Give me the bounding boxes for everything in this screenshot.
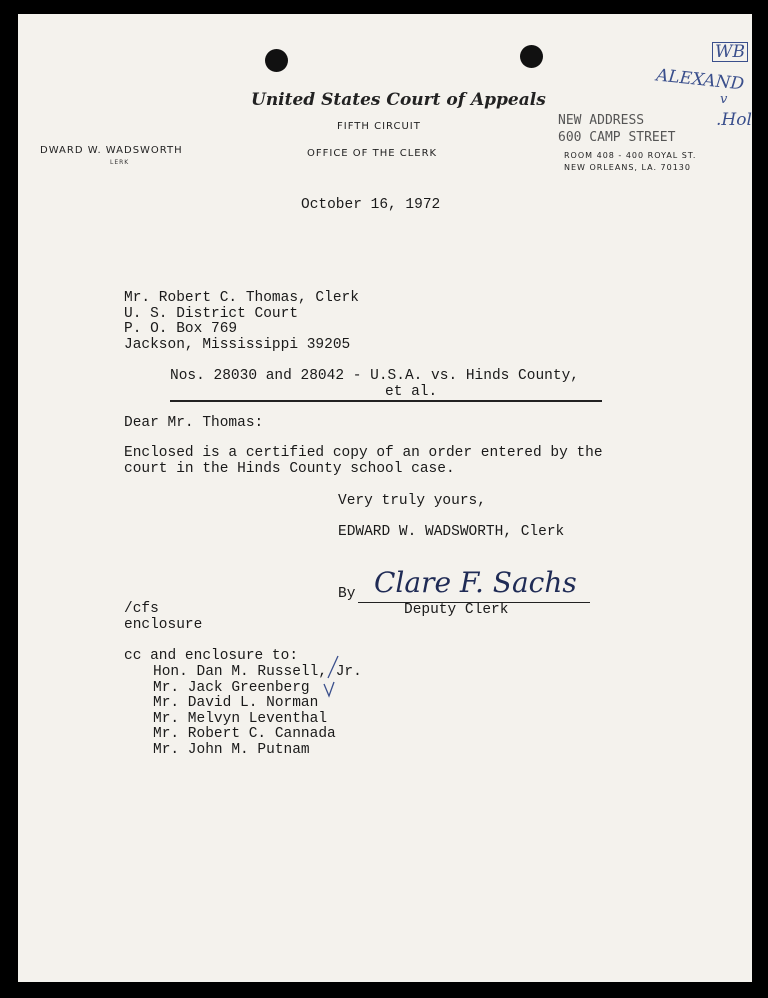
recipient-line: Mr. Robert C. Thomas, Clerk <box>124 290 359 306</box>
punch-hole-left <box>265 49 288 72</box>
case-line-2: et al. <box>385 384 438 400</box>
recipient-line: P. O. Box 769 <box>124 321 238 337</box>
deputy-title: Deputy Clerk <box>404 602 509 618</box>
closing: Very truly yours, <box>338 493 486 509</box>
by-label: By <box>338 586 356 602</box>
cc-item: Mr. Melvyn Leventhal <box>153 710 328 727</box>
recipient-line: Jackson, Mississippi 39205 <box>124 336 351 353</box>
cc-header: cc and enclosure to: <box>124 648 299 664</box>
address-line-1: ROOM 408 - 400 ROYAL ST. <box>564 151 697 160</box>
recipient-address <box>124 291 359 353</box>
address-line-2: NEW ORLEANS, LA. 70130 <box>564 163 691 172</box>
clerk-title-header: LERK <box>110 159 130 166</box>
cc-item: Mr. Jack Greenberg <box>153 679 310 696</box>
case-underline <box>170 400 602 402</box>
case-line-1: Nos. 28030 and 28042 - U.S.A. vs. Hinds County, <box>170 368 579 384</box>
stamp-line-2: 600 CAMP STREET <box>558 130 676 145</box>
check-slash <box>328 656 338 678</box>
pencil-check-marks <box>314 654 354 700</box>
cc-item: Mr. Robert C. Cannada <box>153 726 336 742</box>
stamp-line-1: NEW ADDRESS <box>558 113 645 128</box>
court-name: United States Court of Appeals <box>251 90 546 110</box>
cc-item: Mr. David L. Norman <box>153 695 319 711</box>
new-address-stamp <box>558 112 675 146</box>
letter-date: October 16, 1972 <box>301 197 441 213</box>
check-mark-icon <box>324 682 334 696</box>
handwritten-mark: v <box>720 92 728 107</box>
letter-page <box>18 14 752 982</box>
signature: Clare F. Sachs <box>374 566 577 599</box>
salutation: Dear Mr. Thomas: <box>124 415 264 431</box>
enclosure-note: enclosure <box>124 617 203 633</box>
clerk-name-header: DWARD W. WADSWORTH <box>40 145 183 156</box>
handwritten-name: ALEXAND <box>655 65 746 95</box>
circuit-label: FIFTH CIRCUIT <box>337 121 421 132</box>
body-line-1: Enclosed is a certified copy of an order entered by the <box>124 445 603 461</box>
handwritten-initials: WB <box>712 42 748 62</box>
reference-initials: /cfs <box>124 601 159 617</box>
office-address <box>564 150 696 174</box>
body-line-2: court in the Hinds County school case. <box>124 461 455 477</box>
cc-item: Mr. John M. Putnam <box>153 741 310 758</box>
office-label: OFFICE OF THE CLERK <box>307 148 438 159</box>
punch-hole-right <box>520 45 543 68</box>
signer-name: EDWARD W. WADSWORTH, Clerk <box>338 524 565 540</box>
cc-item: Hon. Dan M. Russell, Jr. <box>153 664 362 680</box>
handwritten-suffix: .Hol <box>716 110 752 130</box>
recipient-line: U. S. District Court <box>124 305 299 322</box>
